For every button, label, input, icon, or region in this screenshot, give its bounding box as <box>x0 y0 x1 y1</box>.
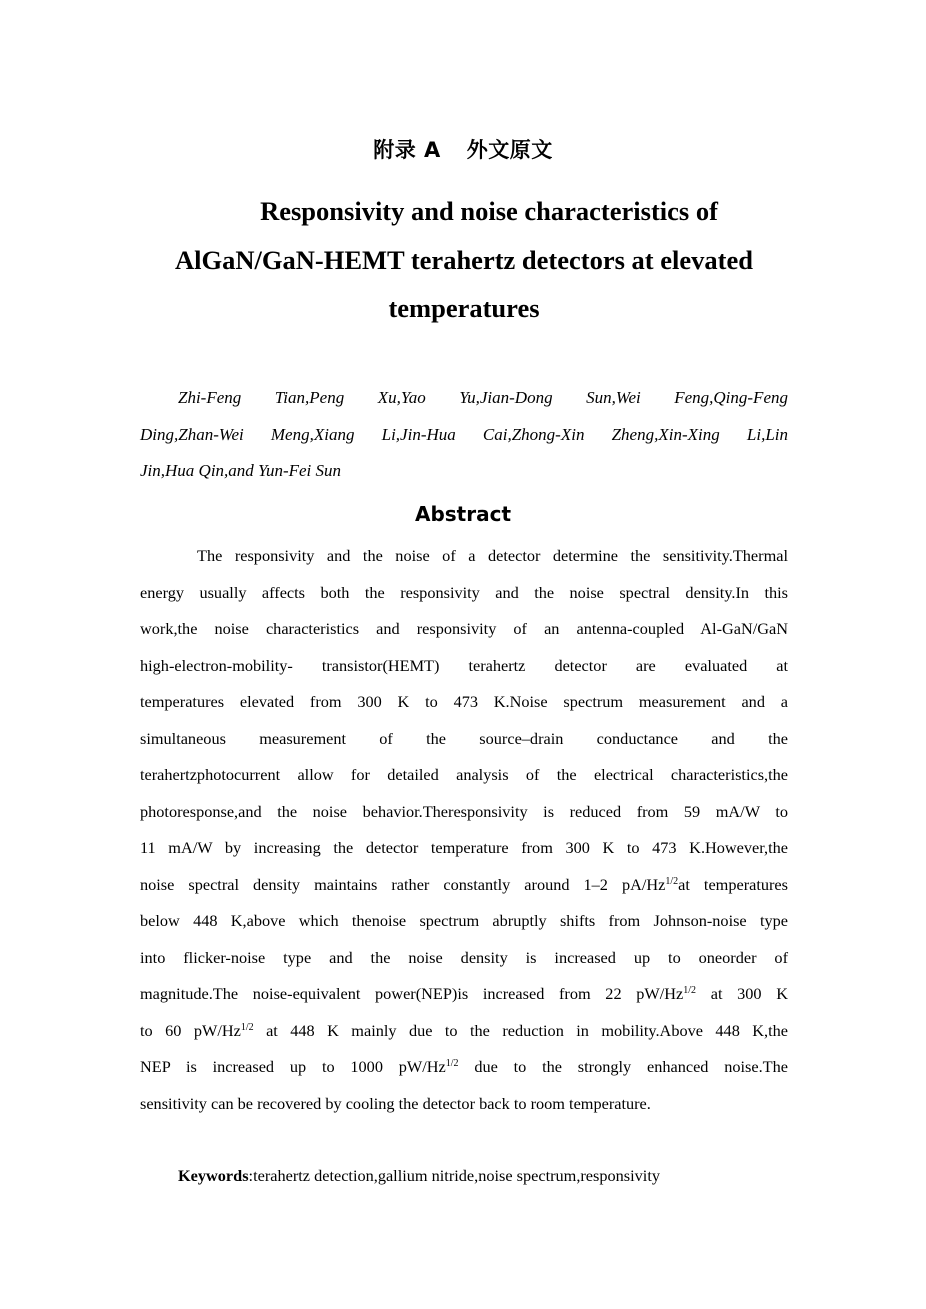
paper-title-line: AlGaN/GaN-HEMT terahertz detectors at elevated <box>175 244 753 275</box>
superscript: 1/2 <box>683 985 697 996</box>
appendix-label: 附录 A <box>373 138 441 162</box>
abstract-line: temperatures elevated from 300 K to 473 K.Noise spectrum measurement and a <box>140 692 788 711</box>
abstract-line: sensitivity can be recovered by cooling the detector back to room temperature. <box>140 1093 651 1113</box>
keywords-label: Keywords <box>178 1166 249 1185</box>
abstract-line: below 448 K,above which thenoise spectrum abruptly shifts from Johnson-noise type <box>140 911 788 930</box>
abstract-body <box>140 538 788 1122</box>
abstract-line: high-electron-mobility- transistor(HEMT) terahertz detector are evaluated at <box>140 655 788 675</box>
abstract-line: NEP is increased up to 1000 $pW/Hz^{1/2}$ due to the strongly enhanced noise.The <box>140 1057 788 1076</box>
paper-title-line: temperatures <box>388 293 540 323</box>
keywords <box>178 1158 788 1194</box>
paper-title-line: Responsivity and noise characteristics of <box>260 196 718 226</box>
author-line: Jin,Hua Qin,and Yun-Fei Sun <box>140 461 342 480</box>
superscript: 1/2 <box>445 1058 459 1069</box>
abstract-line: into flicker-noise type and the noise density is increased up to oneorder of <box>140 947 788 967</box>
abstract-line: to 60 $pW/Hz^{1/2}$ at 448 K mainly due to the reduction in mobility.Above 448 K,the <box>140 1020 788 1040</box>
abstract-line: photoresponse,and the noise behavior.Theresponsivity is reduced from 59 mA/W to <box>140 801 788 821</box>
abstract-heading: Abstract <box>414 502 512 526</box>
appendix-heading <box>0 134 926 166</box>
superscript: 1/2 <box>665 875 679 887</box>
abstract-line: terahertzphotocurrent allow for detailed analysis of the electrical characteristics,the <box>140 765 788 784</box>
keywords-text: :terahertz detection,gallium nitride,noise spectrum,responsivity <box>248 1166 660 1185</box>
abstract-line: work,the noise characteristics and responsivity of an antenna-coupled Al-GaN/GaN <box>140 619 788 638</box>
abstract-line: 11 mA/W by increasing the detector temperature from 300 K to 473 K.However,the <box>140 838 788 857</box>
appendix-title: 外文原文 <box>466 138 553 162</box>
abstract-line: energy usually affects both the responsivity and the noise spectral density.In this <box>140 582 788 602</box>
author-line: Zhi-Feng Tian,Peng Xu,Yao Yu,Jian-Dong Sun,Wei Feng,Qing-Feng <box>178 388 788 407</box>
abstract-line: simultaneous measurement of the source–drain conductance and the <box>140 728 788 748</box>
abstract-line: magnitude.The noise-equivalent power(NEP)is increased from 22 $pW/Hz^{1/2}$ at 300 K <box>140 984 788 1003</box>
paper-title <box>140 187 788 333</box>
abstract-line: noise spectral density maintains rather constantly around 1–2 $pA/Hz^{1/2}at$ temperatures <box>140 874 788 894</box>
author-list <box>140 380 788 490</box>
author-line: Ding,Zhan-Wei Meng,Xiang Li,Jin-Hua Cai,Zhong-Xin Zheng,Xin-Xing Li,Lin <box>140 424 788 444</box>
abstract-line: The responsivity and the noise of a detector determine the sensitivity.Thermal <box>197 546 788 565</box>
superscript: 1/2 <box>240 1021 254 1033</box>
